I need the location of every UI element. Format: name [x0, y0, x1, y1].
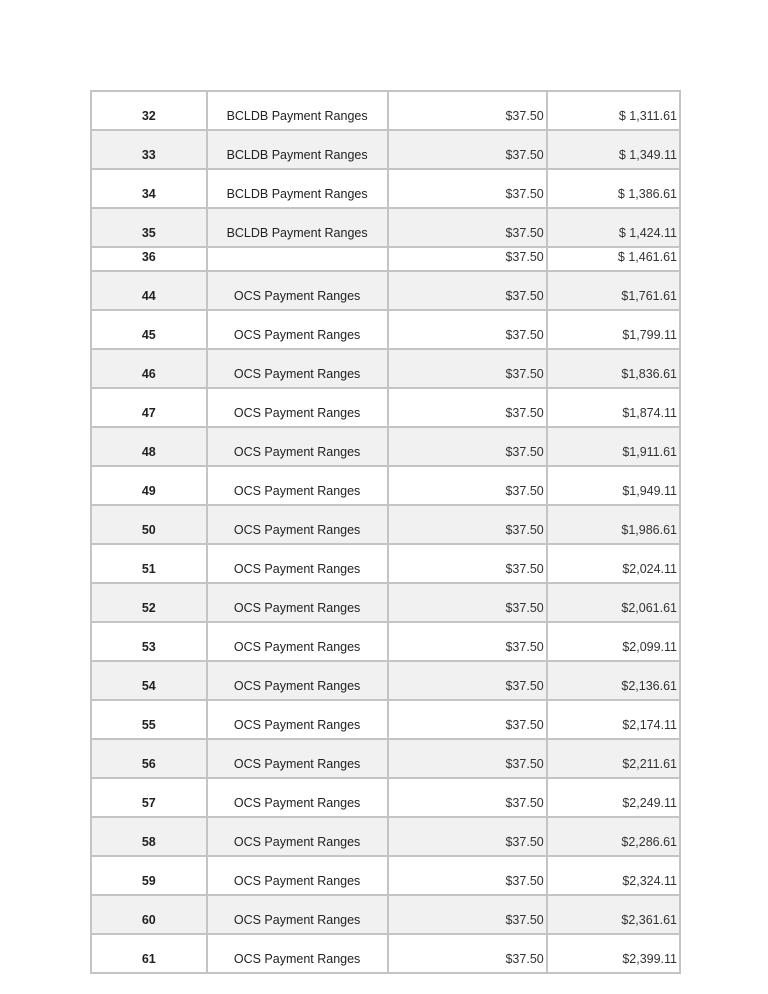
table-row: [91, 934, 680, 973]
table-row: [91, 817, 680, 856]
table-row: [91, 856, 680, 895]
table-row: [91, 271, 680, 310]
rate-cell: $37.50: [388, 208, 547, 247]
table-row: [91, 310, 680, 349]
description-cell: BCLDB Payment Ranges: [207, 91, 388, 130]
rate-cell: $37.50: [388, 349, 547, 388]
table-row: [91, 778, 680, 817]
table-row: [91, 505, 680, 544]
total-cell: $1,874.11: [547, 388, 680, 427]
total-cell: $1,986.61: [547, 505, 680, 544]
table-row: [91, 466, 680, 505]
table-row: [91, 427, 680, 466]
description-cell: OCS Payment Ranges: [207, 544, 388, 583]
table-row: [91, 130, 680, 169]
total-cell: $1,836.61: [547, 349, 680, 388]
table-row: [91, 622, 680, 661]
total-cell: $ 1,386.61: [547, 169, 680, 208]
total-cell: $2,324.11: [547, 856, 680, 895]
rate-cell: $37.50: [388, 388, 547, 427]
description-cell: [207, 247, 388, 271]
table-row: [91, 700, 680, 739]
row-number-cell: 56: [91, 739, 207, 778]
row-number-cell: 48: [91, 427, 207, 466]
rate-cell: $37.50: [388, 91, 547, 130]
description-cell: OCS Payment Ranges: [207, 700, 388, 739]
description-cell: OCS Payment Ranges: [207, 778, 388, 817]
row-number-cell: 44: [91, 271, 207, 310]
rate-cell: $37.50: [388, 622, 547, 661]
description-cell: OCS Payment Ranges: [207, 310, 388, 349]
row-number-cell: 47: [91, 388, 207, 427]
row-number-cell: 49: [91, 466, 207, 505]
description-cell: OCS Payment Ranges: [207, 583, 388, 622]
rate-cell: $37.50: [388, 466, 547, 505]
description-cell: OCS Payment Ranges: [207, 271, 388, 310]
rate-cell: $37.50: [388, 271, 547, 310]
total-cell: $1,761.61: [547, 271, 680, 310]
table-row: [91, 895, 680, 934]
row-number-cell: 52: [91, 583, 207, 622]
total-cell: $2,249.11: [547, 778, 680, 817]
rate-cell: $37.50: [388, 544, 547, 583]
row-number-cell: 33: [91, 130, 207, 169]
total-cell: $1,799.11: [547, 310, 680, 349]
description-cell: BCLDB Payment Ranges: [207, 130, 388, 169]
total-cell: $2,399.11: [547, 934, 680, 973]
total-cell: $2,211.61: [547, 739, 680, 778]
table-row: [91, 91, 680, 130]
description-cell: OCS Payment Ranges: [207, 739, 388, 778]
rate-cell: $37.50: [388, 934, 547, 973]
total-cell: $ 1,424.11: [547, 208, 680, 247]
total-cell: $2,099.11: [547, 622, 680, 661]
description-cell: OCS Payment Ranges: [207, 388, 388, 427]
row-number-cell: 53: [91, 622, 207, 661]
row-number-cell: 54: [91, 661, 207, 700]
rate-cell: $37.50: [388, 583, 547, 622]
row-number-cell: 46: [91, 349, 207, 388]
total-cell: $2,286.61: [547, 817, 680, 856]
total-cell: $ 1,311.61: [547, 91, 680, 130]
total-cell: $2,136.61: [547, 661, 680, 700]
description-cell: OCS Payment Ranges: [207, 349, 388, 388]
description-cell: OCS Payment Ranges: [207, 622, 388, 661]
row-number-cell: 57: [91, 778, 207, 817]
row-number-cell: 36: [91, 247, 207, 271]
description-cell: OCS Payment Ranges: [207, 934, 388, 973]
rate-cell: $37.50: [388, 817, 547, 856]
table-row: [91, 247, 680, 271]
payment-ranges-table: [90, 90, 681, 974]
description-cell: OCS Payment Ranges: [207, 661, 388, 700]
table-row: [91, 208, 680, 247]
total-cell: $2,174.11: [547, 700, 680, 739]
row-number-cell: 55: [91, 700, 207, 739]
total-cell: $2,024.11: [547, 544, 680, 583]
description-cell: OCS Payment Ranges: [207, 895, 388, 934]
description-cell: BCLDB Payment Ranges: [207, 208, 388, 247]
total-cell: $2,061.61: [547, 583, 680, 622]
total-cell: $1,911.61: [547, 427, 680, 466]
table-row: [91, 169, 680, 208]
rate-cell: $37.50: [388, 505, 547, 544]
table-row: [91, 544, 680, 583]
description-cell: OCS Payment Ranges: [207, 856, 388, 895]
row-number-cell: 51: [91, 544, 207, 583]
table-row: [91, 583, 680, 622]
table-row: [91, 388, 680, 427]
rate-cell: $37.50: [388, 739, 547, 778]
total-cell: $2,361.61: [547, 895, 680, 934]
row-number-cell: 58: [91, 817, 207, 856]
row-number-cell: 34: [91, 169, 207, 208]
table-body: [91, 91, 680, 973]
table-row: [91, 349, 680, 388]
rate-cell: $37.50: [388, 661, 547, 700]
total-cell: $ 1,349.11: [547, 130, 680, 169]
rate-cell: $37.50: [388, 700, 547, 739]
description-cell: OCS Payment Ranges: [207, 466, 388, 505]
total-cell: $ 1,461.61: [547, 247, 680, 271]
row-number-cell: 35: [91, 208, 207, 247]
rate-cell: $37.50: [388, 310, 547, 349]
total-cell: $1,949.11: [547, 466, 680, 505]
rate-cell: $37.50: [388, 895, 547, 934]
description-cell: BCLDB Payment Ranges: [207, 169, 388, 208]
rate-cell: $37.50: [388, 169, 547, 208]
rate-cell: $37.50: [388, 778, 547, 817]
rate-cell: $37.50: [388, 247, 547, 271]
row-number-cell: 32: [91, 91, 207, 130]
rate-cell: $37.50: [388, 427, 547, 466]
row-number-cell: 50: [91, 505, 207, 544]
rate-cell: $37.50: [388, 856, 547, 895]
row-number-cell: 61: [91, 934, 207, 973]
description-cell: OCS Payment Ranges: [207, 817, 388, 856]
row-number-cell: 45: [91, 310, 207, 349]
table-row: [91, 661, 680, 700]
row-number-cell: 60: [91, 895, 207, 934]
table-row: [91, 739, 680, 778]
description-cell: OCS Payment Ranges: [207, 505, 388, 544]
rate-cell: $37.50: [388, 130, 547, 169]
row-number-cell: 59: [91, 856, 207, 895]
description-cell: OCS Payment Ranges: [207, 427, 388, 466]
